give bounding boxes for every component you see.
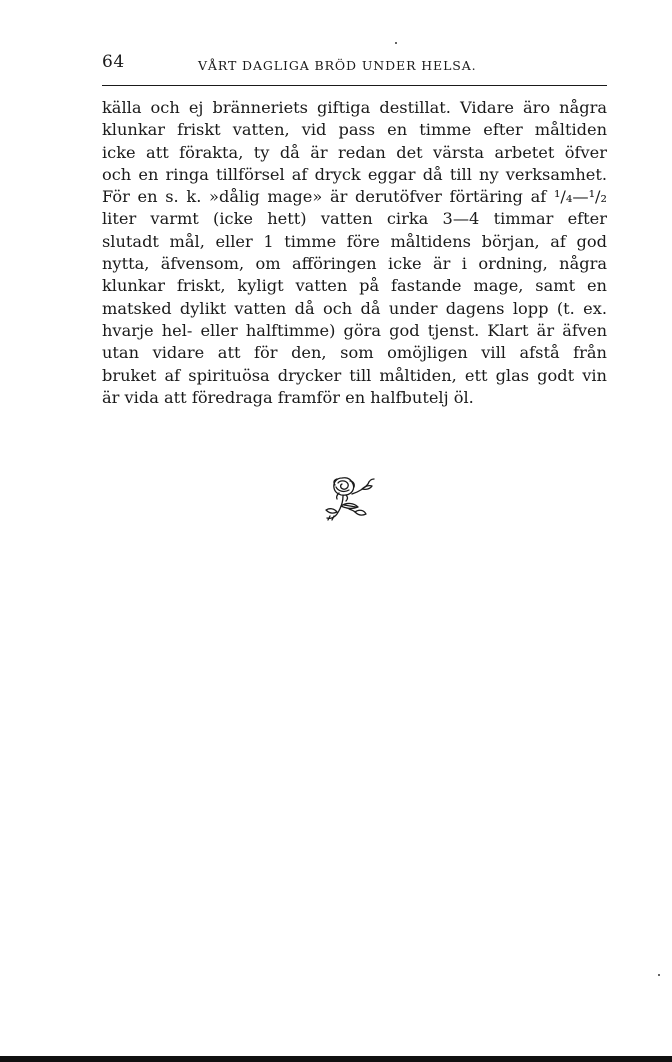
page-header: [102, 52, 607, 78]
text-line: hvarje hel- eller halftimme) göra god tjenst. Klart är äfven: [102, 320, 607, 340]
text-line: För en s. k. »dålig mage» är derutöfver förtäring af ¹/₄—¹/₂: [102, 187, 607, 207]
text-line: nytta, äfvensom, om afföringen icke är i ordning, några: [102, 254, 607, 274]
text-line: klunkar friskt vatten, vid pass en timme efter måltiden: [102, 120, 607, 140]
running-head: VÅRT DAGLIGA BRÖD UNDER HELSA.: [198, 58, 477, 73]
text-line: bruket af spirituösa drycker till måltiden, ett glas godt vin: [102, 365, 607, 385]
page-speck: [395, 42, 397, 44]
rose-vignette-icon: [322, 472, 378, 522]
text-line: utan vidare att för den, som omöjligen vill afstå från: [102, 343, 607, 363]
text-line: icke att förakta, ty då är redan det värsta arbetet öfver: [102, 142, 607, 162]
text-line: klunkar friskt, kyligt vatten på fastande mage, samt en: [102, 276, 607, 296]
page-speck: [658, 974, 660, 976]
text-line: är vida att föredraga framför en halfbutelj öl.: [102, 387, 474, 407]
body-paragraph: [102, 97, 607, 409]
text-line: matsked dylikt vatten då och då under dagens lopp (t. ex.: [102, 298, 607, 318]
text-line: och en ringa tillförsel af dryck eggar då till ny verksamhet.: [102, 164, 607, 184]
text-line: slutadt mål, eller 1 timme före måltidens början, af god: [102, 231, 607, 251]
page-number: 64: [102, 52, 125, 72]
text-line: liter varmt (icke hett) vatten cirka 3—4 timmar efter: [102, 209, 607, 229]
page-bottom-edge: [0, 1056, 672, 1062]
header-rule: [102, 85, 607, 86]
text-line: källa och ej bränneriets giftiga destillat. Vidare äro några: [102, 98, 607, 117]
